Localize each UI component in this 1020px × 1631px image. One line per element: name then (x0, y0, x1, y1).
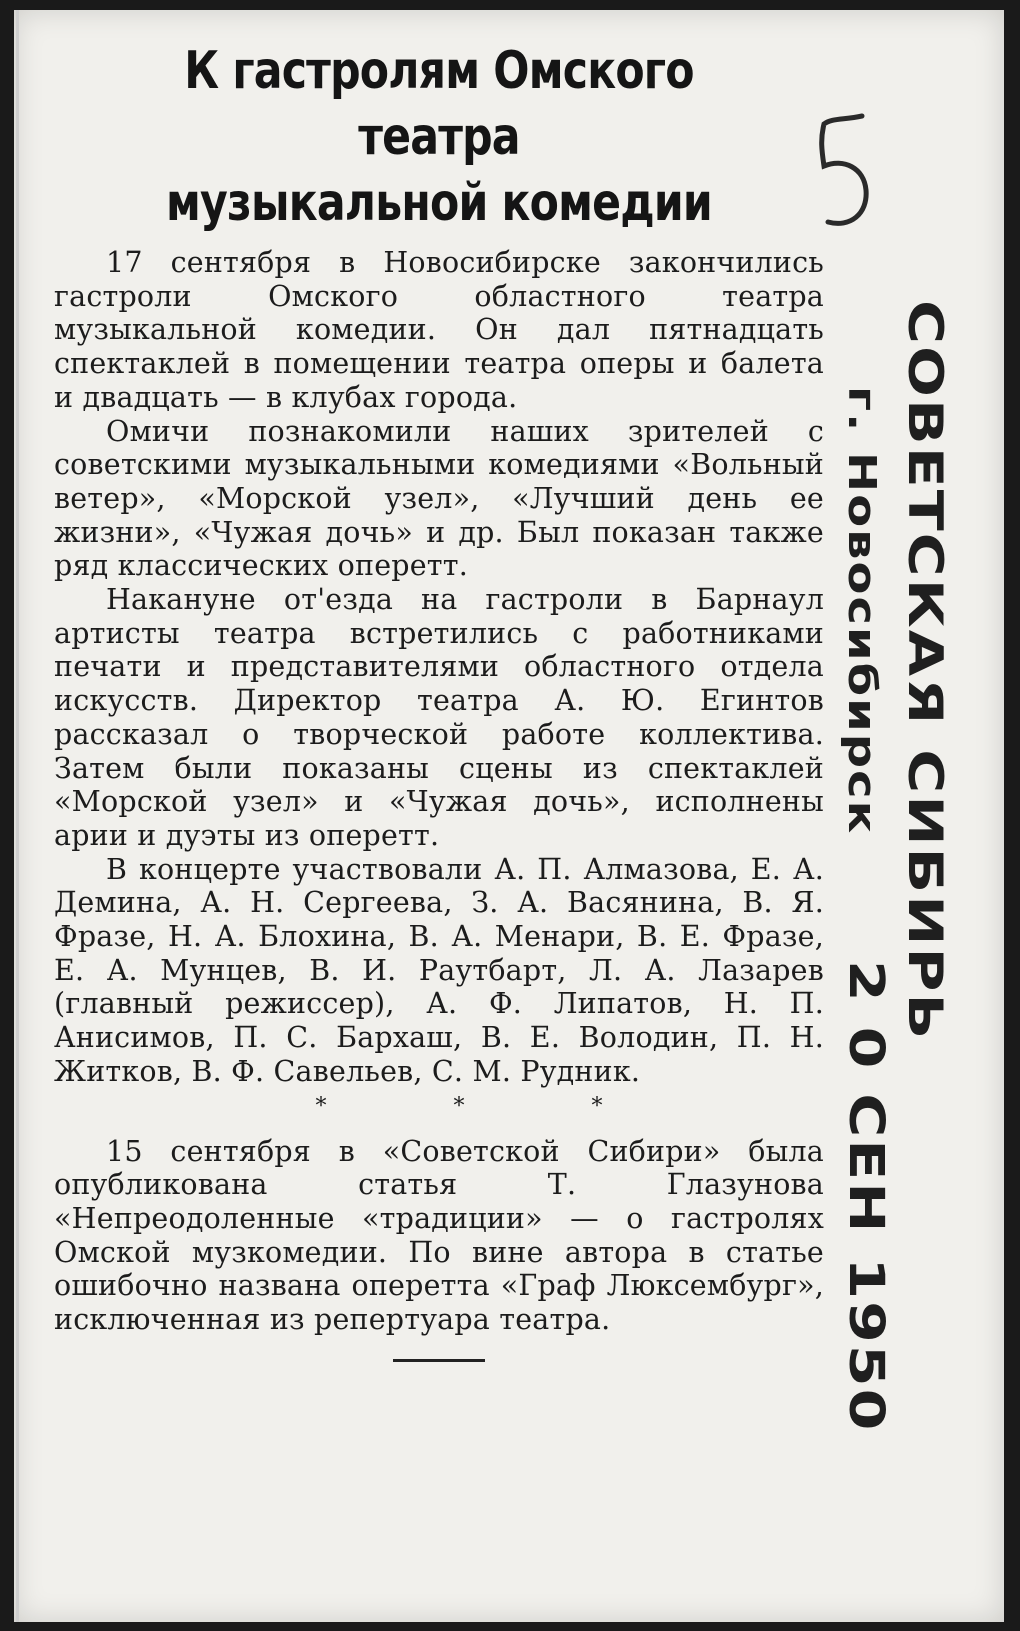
paragraph-1: 17 сентября в Новосибирске закончились гастроли Омского областного театра музыкальной комедии. Он дал пятнадцать спектаклей в помещении театра оперы и балета и двадцать — в клубах города. (54, 246, 824, 414)
headline (123, 38, 754, 236)
clipping-edge (16, 10, 19, 1622)
headline-line-1: К гастролям Омского театра (184, 41, 694, 167)
headline-line-2: музыкальной комедии (166, 173, 712, 233)
paragraph-3: Накануне от'езда на гастроли в Барнаул артисты театра встретились с работниками печати и представителями областного отдела искусств. Директор театра А. Ю. Егинтов рассказал о творческой работе коллектива. Затем были показаны сцены из спектаклей «Морской узел» и «Чужая дочь», исполнены арии и дуэты из оперетт. (54, 583, 824, 852)
stamp-newspaper-name: СОВЕТСКАЯ СИБИРЬ (897, 300, 952, 1042)
handwritten-number-mark (814, 110, 874, 240)
stamp-city: г. Новосибирск (839, 386, 884, 836)
newspaper-clipping (14, 10, 1004, 1622)
paragraph-2: Омичи познакомили наших зрителей с советскими музыкальными комедиями «Вольный ветер», «Морской узел», «Лучший день ее жизни», «Чужая дочь» и др. Был показан также ряд классических оперетт. (54, 414, 824, 583)
correction-paragraph: 15 сентября в «Советской Сибири» была опубликована статья Т. Глазунова «Непреодоленные «традиции» — о гастролях Омской музкомедии. По вине автора в статье ошибочно названа оперетта «Граф Люксембург», исключенная из репертуара театра. (54, 1134, 824, 1337)
article-column (54, 38, 824, 1362)
stamp-date: 2 0 СЕН 1950 (838, 960, 894, 1433)
paragraph-4: В концерте участвовали А. П. Алмазова, Е. А. Демина, А. Н. Сергеева, З. А. Васянина, В. Я. Фразе, Н. А. Блохина, В. А. Менари, В. Е. Фразе, Е. А. Мунцев, В. И. Раутбарт, Л. А. Лазарев (главный режиссер), А. Ф. Липатов, Н. П. Анисимов, П. С. Бархаш, В. Е. Володин, П. Н. Житков, В. Ф. Савельев, С. М. Рудник. (54, 852, 824, 1088)
section-separator: * * * (315, 1093, 663, 1119)
end-rule (393, 1359, 485, 1362)
